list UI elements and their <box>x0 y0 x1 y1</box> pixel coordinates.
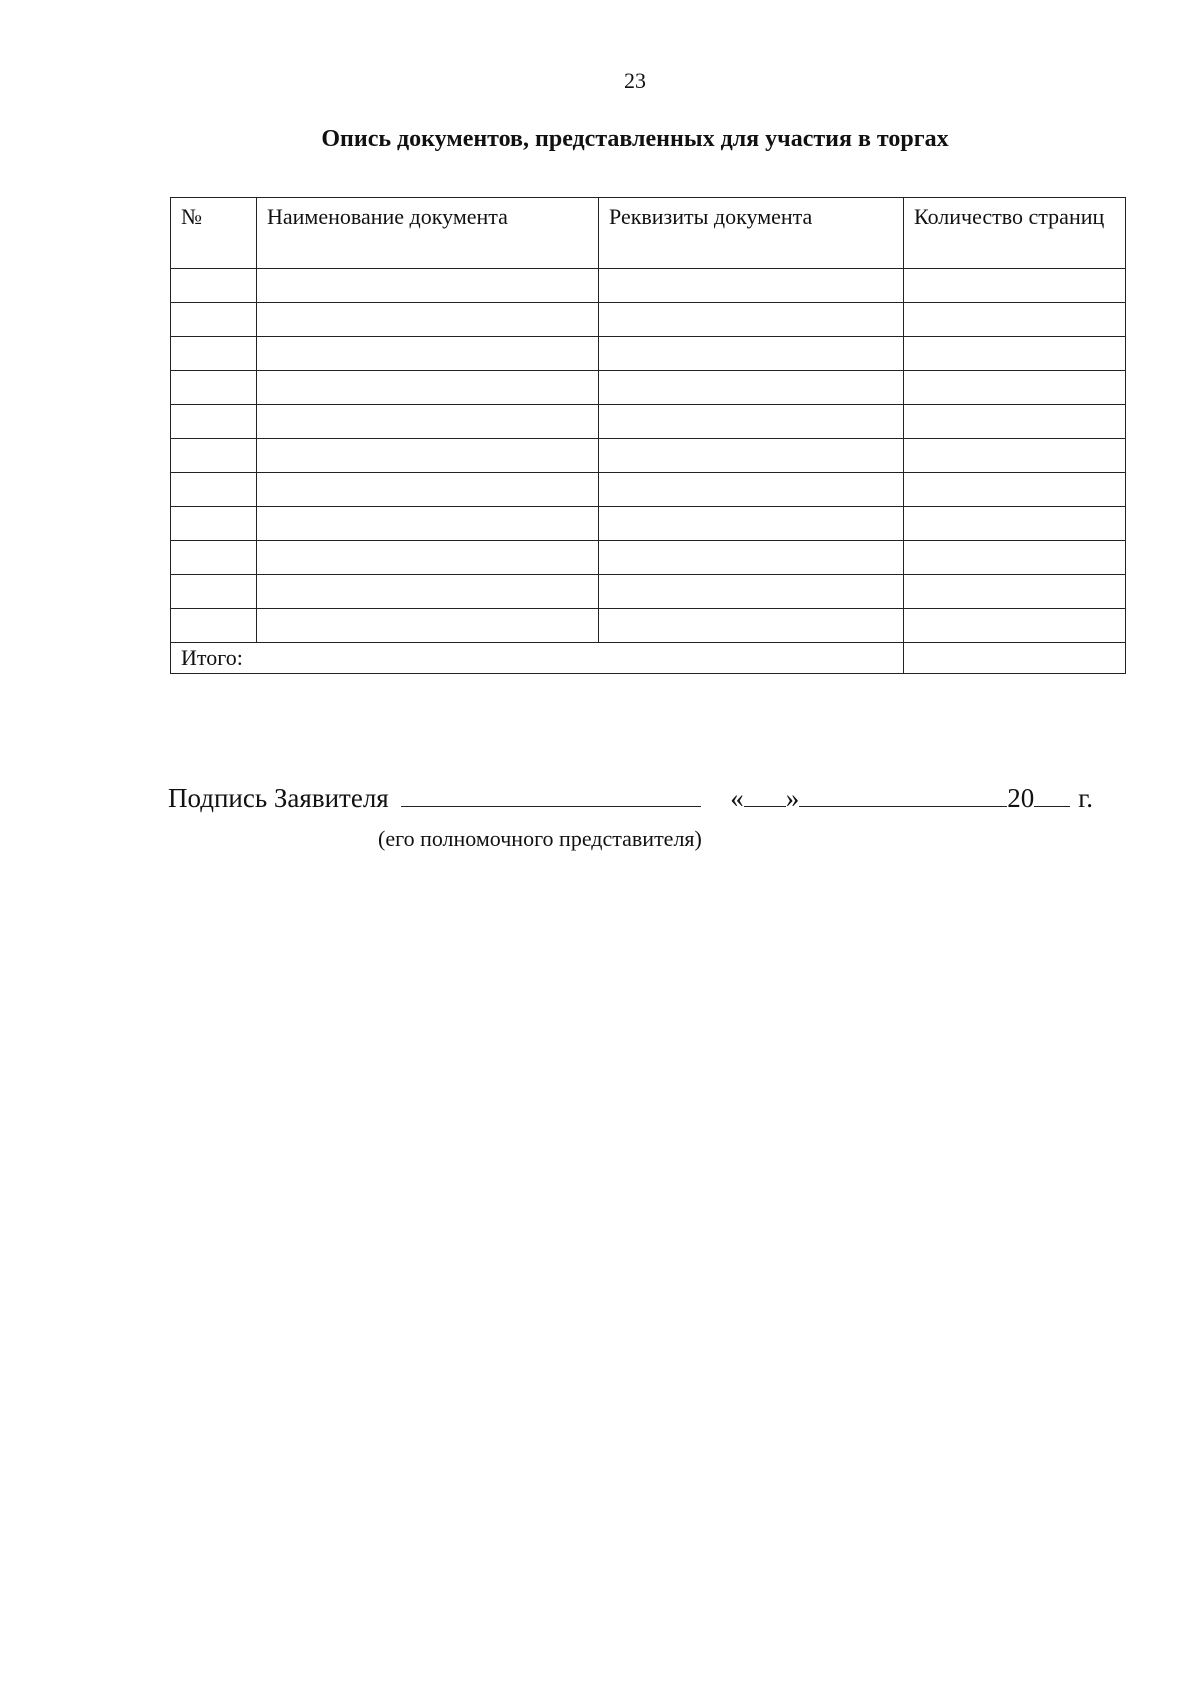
table-cell-page-count <box>904 303 1126 337</box>
table-cell-document-name <box>257 507 599 541</box>
day-blank <box>744 782 786 807</box>
signature-blank <box>401 782 701 807</box>
table-cell-document-details <box>599 609 904 643</box>
table-header-row <box>171 198 1126 269</box>
column-header-document-name: Наименование документа <box>257 198 599 269</box>
table-cell-page-count <box>904 337 1126 371</box>
total-row <box>171 643 1126 674</box>
table-cell-number <box>171 473 257 507</box>
table-cell-document-name <box>257 439 599 473</box>
table-cell-number <box>171 507 257 541</box>
table-row <box>171 337 1126 371</box>
table-cell-page-count <box>904 473 1126 507</box>
table-body <box>171 269 1126 643</box>
table-cell-number <box>171 439 257 473</box>
table-cell-document-name <box>257 541 599 575</box>
table-row <box>171 473 1126 507</box>
date-open-quote: « <box>730 783 744 813</box>
table-row <box>171 507 1126 541</box>
table-cell-document-name <box>257 337 599 371</box>
table-cell-document-name <box>257 269 599 303</box>
column-header-page-count: Количество страниц <box>904 198 1126 269</box>
table-cell-document-name <box>257 405 599 439</box>
month-blank <box>799 782 1007 807</box>
table-cell-page-count <box>904 269 1126 303</box>
table-cell-number <box>171 609 257 643</box>
signature-label: Подпись Заявителя <box>168 783 389 813</box>
document-title: Опись документов, представленных для участия в торгах <box>321 126 949 152</box>
table-cell-page-count <box>904 609 1126 643</box>
signature-caption: (его полномочного представителя) <box>378 826 702 851</box>
table-cell-number <box>171 405 257 439</box>
table-row <box>171 303 1126 337</box>
table-row <box>171 439 1126 473</box>
date-close-quote: » <box>785 783 800 813</box>
table-cell-document-details <box>599 269 904 303</box>
table-cell-page-count <box>904 507 1126 541</box>
table-cell-document-details <box>599 337 904 371</box>
table-cell-page-count <box>904 439 1126 473</box>
table-cell-number <box>171 337 257 371</box>
table-cell-document-details <box>599 439 904 473</box>
documents-inventory-table <box>170 197 1126 674</box>
table-cell-document-details <box>599 575 904 609</box>
table-row <box>171 575 1126 609</box>
table-cell-page-count <box>904 371 1126 405</box>
signature-line <box>168 782 1128 814</box>
table-cell-document-details <box>599 541 904 575</box>
table-cell-document-details <box>599 473 904 507</box>
table-cell-page-count <box>904 575 1126 609</box>
table-cell-number <box>171 541 257 575</box>
column-header-number: № <box>171 198 257 269</box>
year-blank <box>1034 782 1070 807</box>
year-suffix: г. <box>1078 783 1093 813</box>
table-cell-document-name <box>257 473 599 507</box>
table-row <box>171 269 1126 303</box>
table-cell-document-details <box>599 371 904 405</box>
year-prefix: 20 <box>1007 783 1035 813</box>
table-cell-document-details <box>599 405 904 439</box>
table-cell-document-name <box>257 609 599 643</box>
total-label: Итого: <box>171 643 904 674</box>
table-cell-document-name <box>257 303 599 337</box>
table-cell-page-count <box>904 541 1126 575</box>
table-cell-page-count <box>904 405 1126 439</box>
table-row <box>171 541 1126 575</box>
table-cell-document-details <box>599 507 904 541</box>
table-cell-number <box>171 303 257 337</box>
table-row <box>171 371 1126 405</box>
table-cell-number <box>171 371 257 405</box>
table-row <box>171 609 1126 643</box>
table-cell-document-name <box>257 575 599 609</box>
page-number: 23 <box>624 68 646 93</box>
table-cell-document-details <box>599 303 904 337</box>
table-row <box>171 405 1126 439</box>
table-cell-document-name <box>257 371 599 405</box>
total-page-count-cell <box>904 643 1126 674</box>
table-cell-number <box>171 575 257 609</box>
table-cell-number <box>171 269 257 303</box>
column-header-document-details: Реквизиты документа <box>599 198 904 269</box>
